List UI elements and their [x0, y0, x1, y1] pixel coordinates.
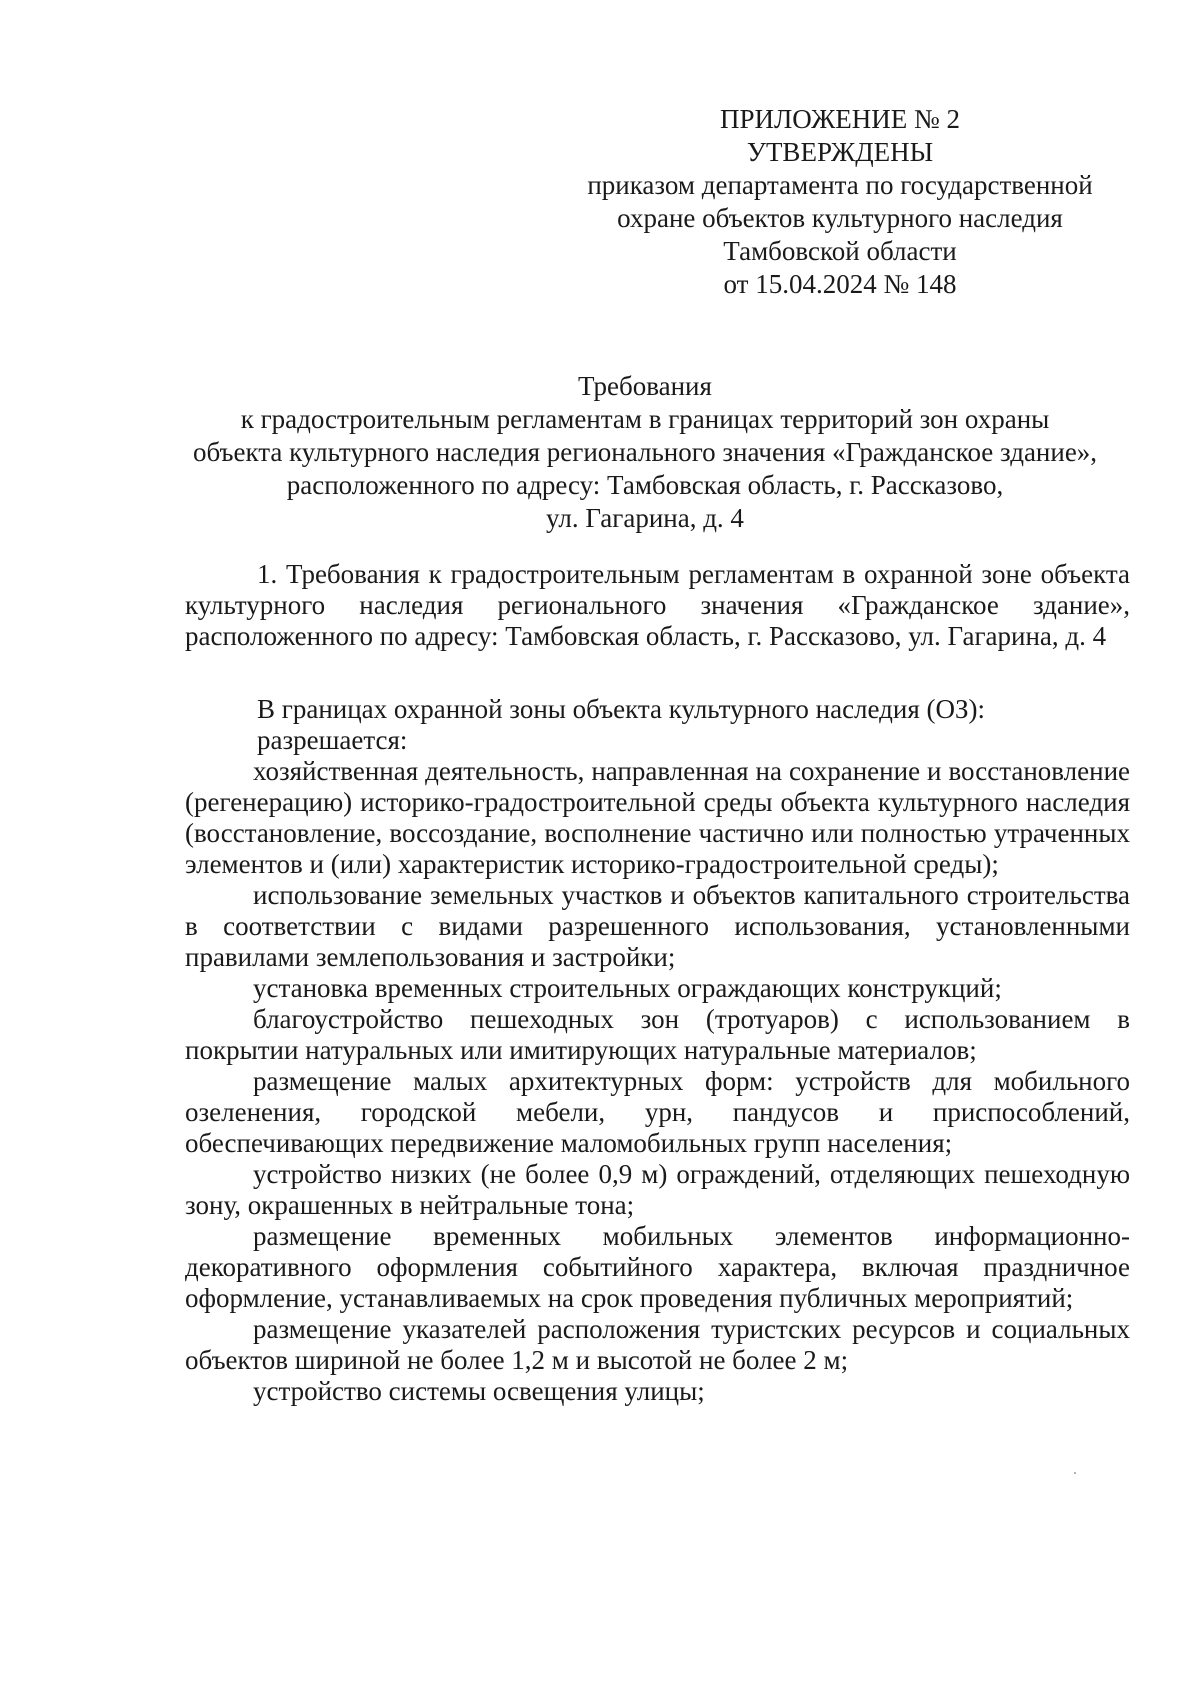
list-item: использование земельных участков и объектов капитального строительства в соответствии с видами разрешенного использования, установленными правилами землепользования и застройки;: [185, 880, 1130, 972]
list-item: устройство низких (не более 0,9 м) ограждений, отделяющих пешеходную зону, окрашенных в нейтральные тона;: [185, 1159, 1130, 1220]
approved-label: УТВЕРЖДЕНЫ: [746, 137, 934, 167]
document-title-block: [150, 370, 1140, 535]
approval-order-line-1: приказом департамента по государственной: [587, 170, 1093, 200]
list-item: размещение малых архитектурных форм: устройств для мобильного озеленения, городской мебели, урн, пандусов и приспособлений, обеспечивающих передвижение маломобильных групп населения;: [185, 1066, 1130, 1158]
scan-speck: [1074, 1472, 1076, 1474]
approval-order-line-3: Тамбовской области: [723, 236, 957, 266]
approval-order-line-2: охране объектов культурного наследия: [617, 203, 1063, 233]
title-line-3: расположенного по адресу: Тамбовская область, г. Рассказово,: [286, 470, 1004, 500]
section-1-heading: 1. Требования к градостроительным регламентам в охранной зоне объекта культурного наследия регионального значения «Гражданское здание», расположенного по адресу: Тамбовская область, г. Рассказово, ул. Гагарина, д. 4: [185, 559, 1130, 651]
title-line-4: ул. Гагарина, д. 4: [546, 503, 744, 533]
list-item: размещение указателей расположения туристских ресурсов и социальных объектов шириной не более 1,2 м и высотой не более 2 м;: [185, 1314, 1130, 1375]
title-line-1: к градостроительным регламентам в границах территорий зон охраны: [240, 404, 1050, 434]
list-item: устройство системы освещения улицы;: [253, 1376, 705, 1406]
list-item: установка временных строительных ограждающих конструкций;: [253, 973, 1002, 1003]
appendix-number: ПРИЛОЖЕНИЕ № 2: [719, 104, 961, 134]
list-item: благоустройство пешеходных зон (тротуаров) с использованием в покрытии натуральных или имитирующих натуральные материалов;: [185, 1004, 1130, 1065]
approval-date-number: от 15.04.2024 № 148: [723, 269, 957, 299]
list-item: хозяйственная деятельность, направленная на сохранение и восстановление (регенерацию) историко-градостроительной среды объекта культурного наследия (восстановление, воссоздание, восполнение частично или полностью утраченных элементов и (или) характеристик историко-градостроительной среды);: [185, 756, 1130, 879]
document-heading: Требования: [578, 371, 712, 401]
title-line-2: объекта культурного наследия регионального значения «Гражданское здание»,: [192, 437, 1098, 467]
approval-stamp-block: [560, 103, 1120, 301]
allowed-label: разрешается:: [257, 725, 408, 755]
document-body: [185, 559, 1130, 1407]
list-item: размещение временных мобильных элементов информационно-декоративного оформления событийного характера, включая праздничное оформление, устанавливаемых на срок проведения публичных мероприятий;: [185, 1221, 1130, 1313]
zone-intro: В границах охранной зоны объекта культурного наследия (ОЗ):: [257, 694, 986, 724]
